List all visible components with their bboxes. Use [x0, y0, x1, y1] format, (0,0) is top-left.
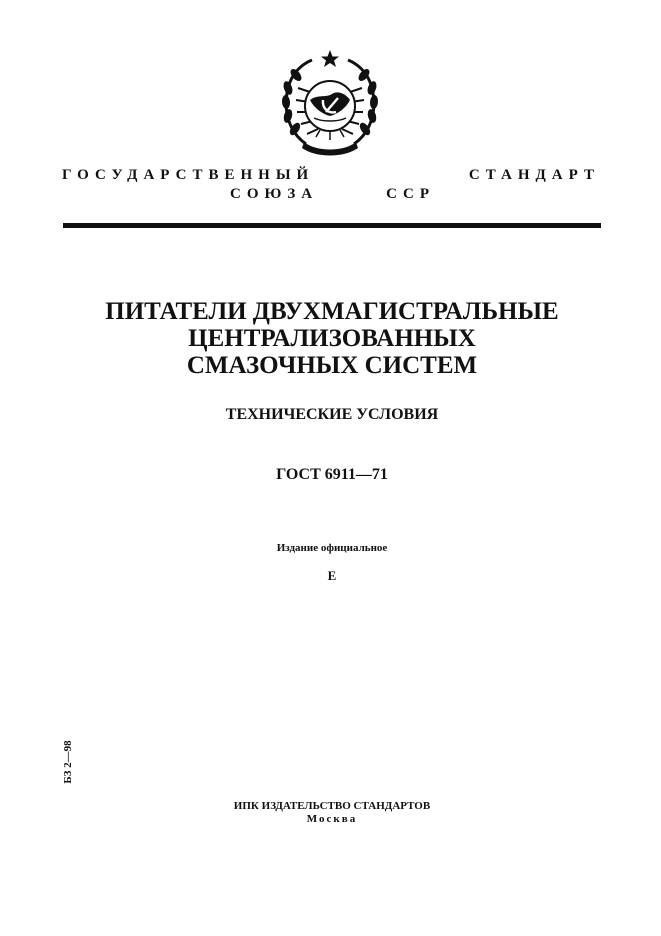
document-title	[63, 298, 601, 379]
title-line: ПИТАТЕЛИ ДВУХМАГИСТРАЛЬНЫЕ	[105, 298, 559, 325]
document-subtitle: ТЕХНИЧЕСКИЕ УСЛОВИЯ	[225, 406, 439, 423]
title-line: ЦЕНТРАЛИЗОВАННЫХ	[188, 325, 476, 352]
edition-letter: Е	[327, 568, 337, 583]
side-catalog-code: БЗ 2—98	[62, 740, 74, 784]
edition-label: Издание официальное	[276, 542, 388, 554]
header-ussr: СОЮЗА ССР	[230, 186, 435, 202]
publisher-name: ИПК ИЗДАТЕЛЬСТВО СТАНДАРТОВ	[233, 800, 431, 812]
title-line: СМАЗОЧНЫХ СИСТЕМ	[186, 352, 478, 379]
ussr-coat-of-arms-icon	[276, 48, 384, 160]
header-state-standard: ГОСУДАРСТВЕННЫЙ СТАНДАРТ	[62, 167, 600, 183]
publisher-city: Москва	[306, 813, 358, 825]
standard-number: ГОСТ 6911—71	[276, 466, 388, 483]
header-rule	[63, 223, 601, 228]
